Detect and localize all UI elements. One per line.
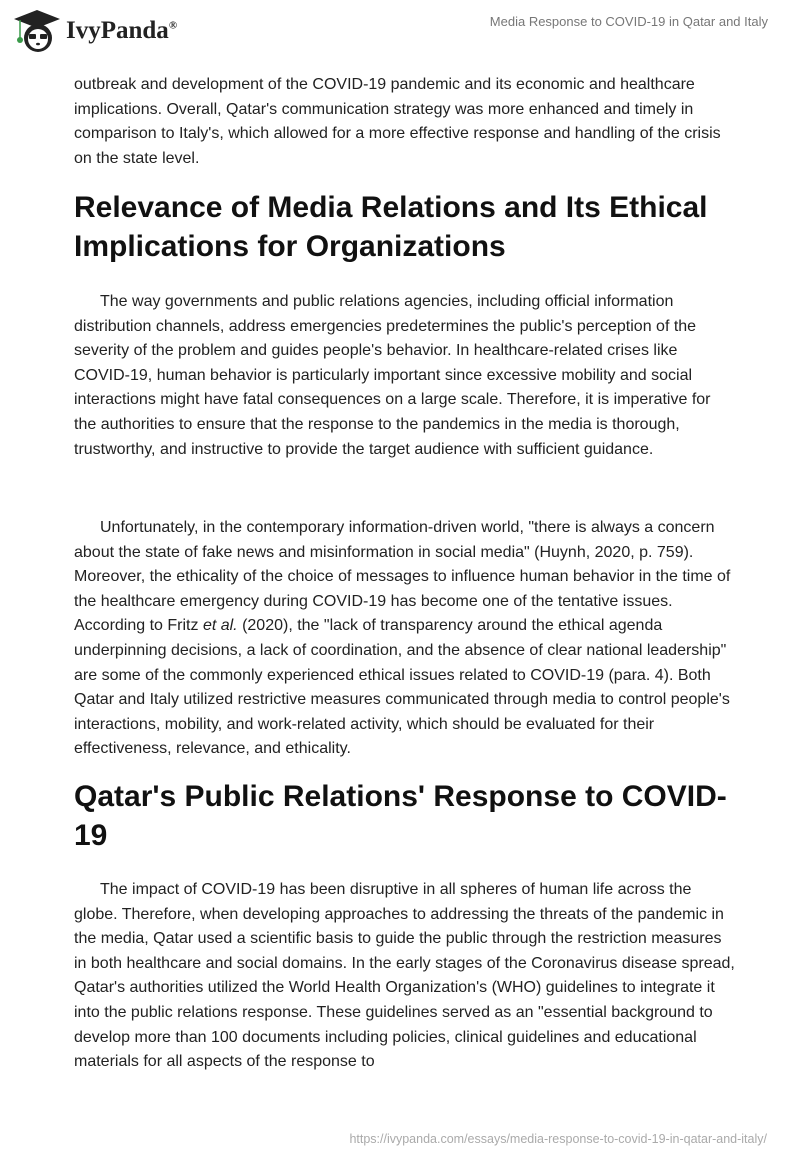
section-heading-media-relations: Relevance of Media Relations and Its Ethical Implications for Organizations [74, 191, 708, 263]
paragraph-media-relations-2 [74, 516, 736, 762]
paragraph-text: Unfortunately, in the contemporary information-driven world, "there is always a concern about the state of fake news and misinformation in social media" (Huynh, 2020, p. 759). Moreover, the ethicality of the choice of messages to influence human behavior in the time of the healthcare emergency during COVID-19 has become one of the tentative issues. According to Fritz [74, 519, 731, 635]
logo-wordmark: IvyPanda [66, 17, 169, 44]
paragraph-qatar-response-1: The impact of COVID-19 has been disruptive in all spheres of human life across the globe. Therefore, when developing approaches to addressing the threats of the pandemic in the media, Qatar used a scientific basis to guide the public through the restriction measures in both healthcare and social domains. In the early stages of the Coronavirus disease spread, Qatar's authorities utilized the World Health Organization's (WHO) guidelines to integrate it into the public relations response. These guidelines served as an "essential background to develop more than 100 documents including policies, clinical guidelines and educational materials for all aspects of the response to [74, 881, 735, 1071]
ivypanda-logo[interactable] [12, 8, 177, 54]
citation-et-al: et al. [202, 617, 238, 635]
section-heading-qatar-response: Qatar's Public Relations' Response to COVID-19 [74, 780, 727, 852]
paragraph-text: (2020), the "lack of transparency around the ethical agenda underpinning decisions, a lack of coordination, and the absence of clear national leadership" are some of the commonly experienced ethical issues related to COVID-19 (para. 4). Both Qatar and Italy utilized restrictive measures communicated through media to control people's interactions, mobility, and work-related activity, which should be evaluated for their effectiveness, relevance, and ethicality. [74, 617, 730, 758]
source-url[interactable]: https://ivypanda.com/essays/media-response-to-covid-19-in-qatar-and-italy/ [349, 1132, 767, 1146]
logo-text [66, 17, 177, 45]
paragraph-media-relations-1: The way governments and public relations agencies, including official information distribution channels, address emergencies predetermines the public's perception of the severity of the problem and guides people's behavior. In healthcare-related crises like COVID-19, human behavior is particularly important since excessive mobility and social interactions might have fatal consequences on a large scale. Therefore, it is imperative for the authorities to ensure that the response to the pandemics in the media is thorough, trustworthy, and instructive to provide the target audience with sufficient guidance. [74, 293, 711, 458]
paragraph-intro-continued: outbreak and development of the COVID-19 pandemic and its economic and healthcare implications. Overall, Qatar's communication strategy was more enhanced and timely in comparison to Italy's, which allowed for a more effective response and handling of the crisis on the state level. [74, 76, 721, 167]
panda-graduate-icon [12, 8, 62, 54]
document-title: Media Response to COVID-19 in Qatar and Italy [489, 14, 768, 29]
registered-mark: ® [168, 19, 178, 32]
